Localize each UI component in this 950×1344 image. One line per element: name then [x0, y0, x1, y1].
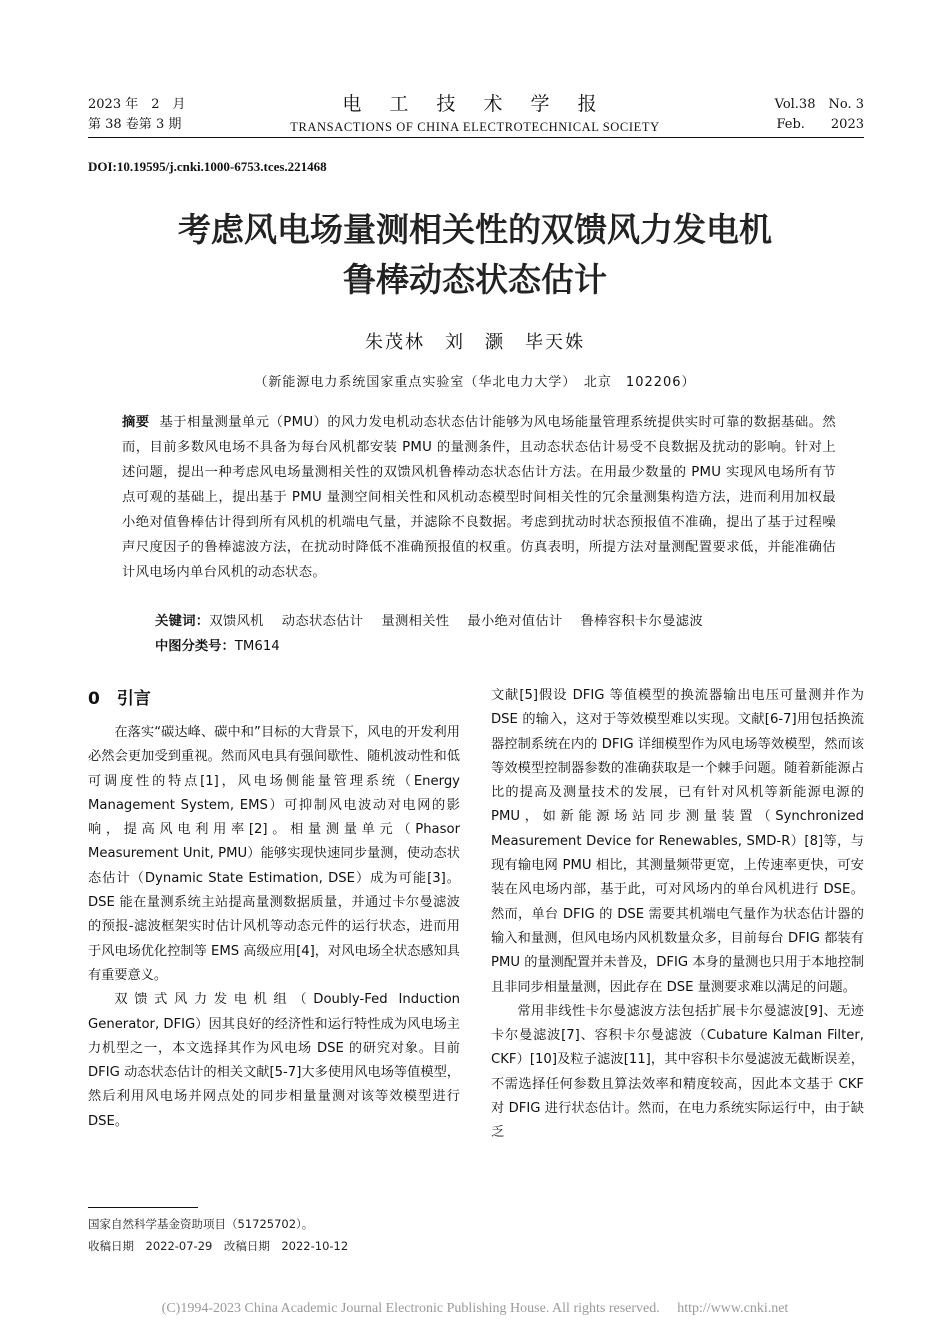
abstract-text: 基于相量测量单元（PMU）的风力发电机动态状态估计能够为风电场能量管理系统提供实时可靠的数据基础。然而，目前多数风电场不具备为每台风机都安装 PMU 的量测条件，且动态状态估计易受不良数据及扰动的影响。针对上述问题，提出一种考虑风电场量测相关性的双馈风机鲁棒动态状态估计方法。在用最少数量的 PMU 实现风电场所有节点可观的基础上，提出基于 PMU 量测空间相关性和风机动态模型时间相关性的冗余量测集构造方法，进而利用加权最小绝对值鲁棒估计得到所有风机的机端电气量，并滤除不良数据。考虑到扰动时状态预报值不准确，提出了基于过程噪声尺度因子的鲁棒滤波方法，在扰动时降低不准确预报值的权重。仿真表明，所提方法对量测配置要求低，并能准确估计风电场内单台风机的动态状态。 [122, 415, 836, 580]
abstract [122, 410, 836, 585]
header-month: Feb. 2023 [776, 117, 864, 132]
doi: DOI:10.19595/j.cnki.1000-6753.tces.221468 [88, 159, 327, 174]
keyword: 双馈风机 [209, 614, 264, 629]
affiliation: （新能源电力系统国家重点实验室（华北电力大学） 北京 102206） [254, 375, 696, 390]
journal-name-cn: 电 工 技 术 学 报 [342, 93, 608, 115]
keyword: 鲁棒容积卡尔曼滤波 [580, 614, 703, 629]
clc-number [155, 635, 280, 654]
body-paragraph: 文献[5]假设 DFIG 等值模型的换流器输出电压可量测并作为 DSE 的输入，这对于等效模型难以实现。文献[6-7]用包括换流器控制系统在内的 DFIG 详细模型作为风电场等效模型，然而该等效模型控制器参数的准确获取是一个棘手问题。随着新能源占比的提高及测量技术的发展，已有针对风机等新能源电源的 PMU，如新能源场站同步测量装置（Synchronized Measurement Device for Renewables, SMD-R）[8]等，与现有输电网 PMU 相比，其测量频带更宽，上传速率更快，可安装在风电场内部，基于此，可对风场内的单台风机进行 DSE。然而，单台 DFIG 的 DSE 需要其机端电气量作为状态估计器的输入和量测，但风电场内风机数量众多，目前每台 DFIG 都装有 PMU 的量测配置并未普及，DFIG 本身的量测也只用于本地控制且非同步相量量测，因此存在 DSE 量测要求难以满足的问题。 [491, 688, 864, 995]
footnote-fund: 国家自然科学基金资助项目（51725702）。 [88, 1217, 314, 1231]
keyword: 动态状态估计 [281, 614, 364, 629]
keyword: 量测相关性 [381, 614, 450, 629]
body-paragraph: 常用非线性卡尔曼滤波方法包括扩展卡尔曼滤波[9]、无迹卡尔曼滤波[7]、容积卡尔曼滤波（Cubature Kalman Filter, CKF）[10]及粒子滤波[11]，其中容积卡尔曼滤波无截断误差，不需选择任何参数且算法效率和精度较高，因此本文基于 CKF 对 DFIG 进行状态估计。然而，在电力系统实际运行中，由于缺乏 [491, 1003, 864, 1141]
keywords [155, 610, 721, 629]
header-volume: Vol.38 No. 3 [774, 97, 864, 112]
paper-title-line-2: 鲁棒动态状态估计 [343, 260, 607, 299]
abstract-label: 摘要 [122, 415, 150, 430]
keyword: 最小绝对值估计 [467, 614, 563, 629]
journal-name-en: TRANSACTIONS OF CHINA ELECTROTECHNICAL SOCIETY [290, 120, 660, 134]
body-paragraph: 双馈式风力发电机组（Doubly-Fed Induction Generator, DFIG）因其良好的经济性和运行特性成为风电场主力机型之一，本文选择其作为风电场 DSE 的研究对象。目前 DFIG 动态状态估计的相关文献[5-7]大多使用风电场等值模型，然后利用风电场并网点处的同步相量量测对该等效模型进行 DSE。 [88, 992, 460, 1129]
header-right [775, 95, 864, 135]
copyright-notice: (C)1994-2023 China Academic Journal Electronic Publishing House. All rights reserved. http://www.cnki.net [161, 1301, 789, 1316]
section-heading: 0 引言 [88, 689, 151, 709]
body-column-right [491, 684, 864, 1146]
authors: 朱茂林 刘 灏 毕天姝 [365, 332, 585, 353]
footnote-rule [88, 1207, 198, 1208]
clc-label: 中图分类号： [155, 639, 235, 654]
header-date: 2023 年 2 月 [88, 97, 186, 112]
paper-title [60, 205, 890, 305]
header-issue: 第 38 卷第 3 期 [88, 117, 182, 132]
header-rule [88, 137, 864, 138]
paper-title-line-1: 考虑风电场量测相关性的双馈风力发电机 [178, 210, 772, 249]
keywords-label: 关键词： [155, 614, 210, 629]
body-column-left [88, 721, 460, 1134]
footnote-dates: 收稿日期 2022-07-29 改稿日期 2022-10-12 [88, 1239, 349, 1253]
clc-value: TM614 [234, 639, 280, 654]
body-paragraph: 在落实“碳达峰、碳中和”目标的大背景下，风电的开发利用必然会更加受到重视。然而风电具有强间歇性、随机波动性和低可调度性的特点[1]，风电场侧能量管理系统（Energy Management System, EMS）可抑制风电波动对电网的影响，提高风电利用率[2]。相量测量单元（Phasor Measurement Unit, PMU）能够实现快速同步量测，使动态状态估计（Dynamic State Estimation, DSE）成为可能[3]。DSE 能在量测系统主站提高量测数据质量，并通过卡尔曼滤波的预报-滤波框架实时估计风机等动态元件的运行状态，进而用于风电场优化控制等 EMS 高级应用[4]，对风电场全状态感知具有重要意义。 [88, 725, 460, 983]
